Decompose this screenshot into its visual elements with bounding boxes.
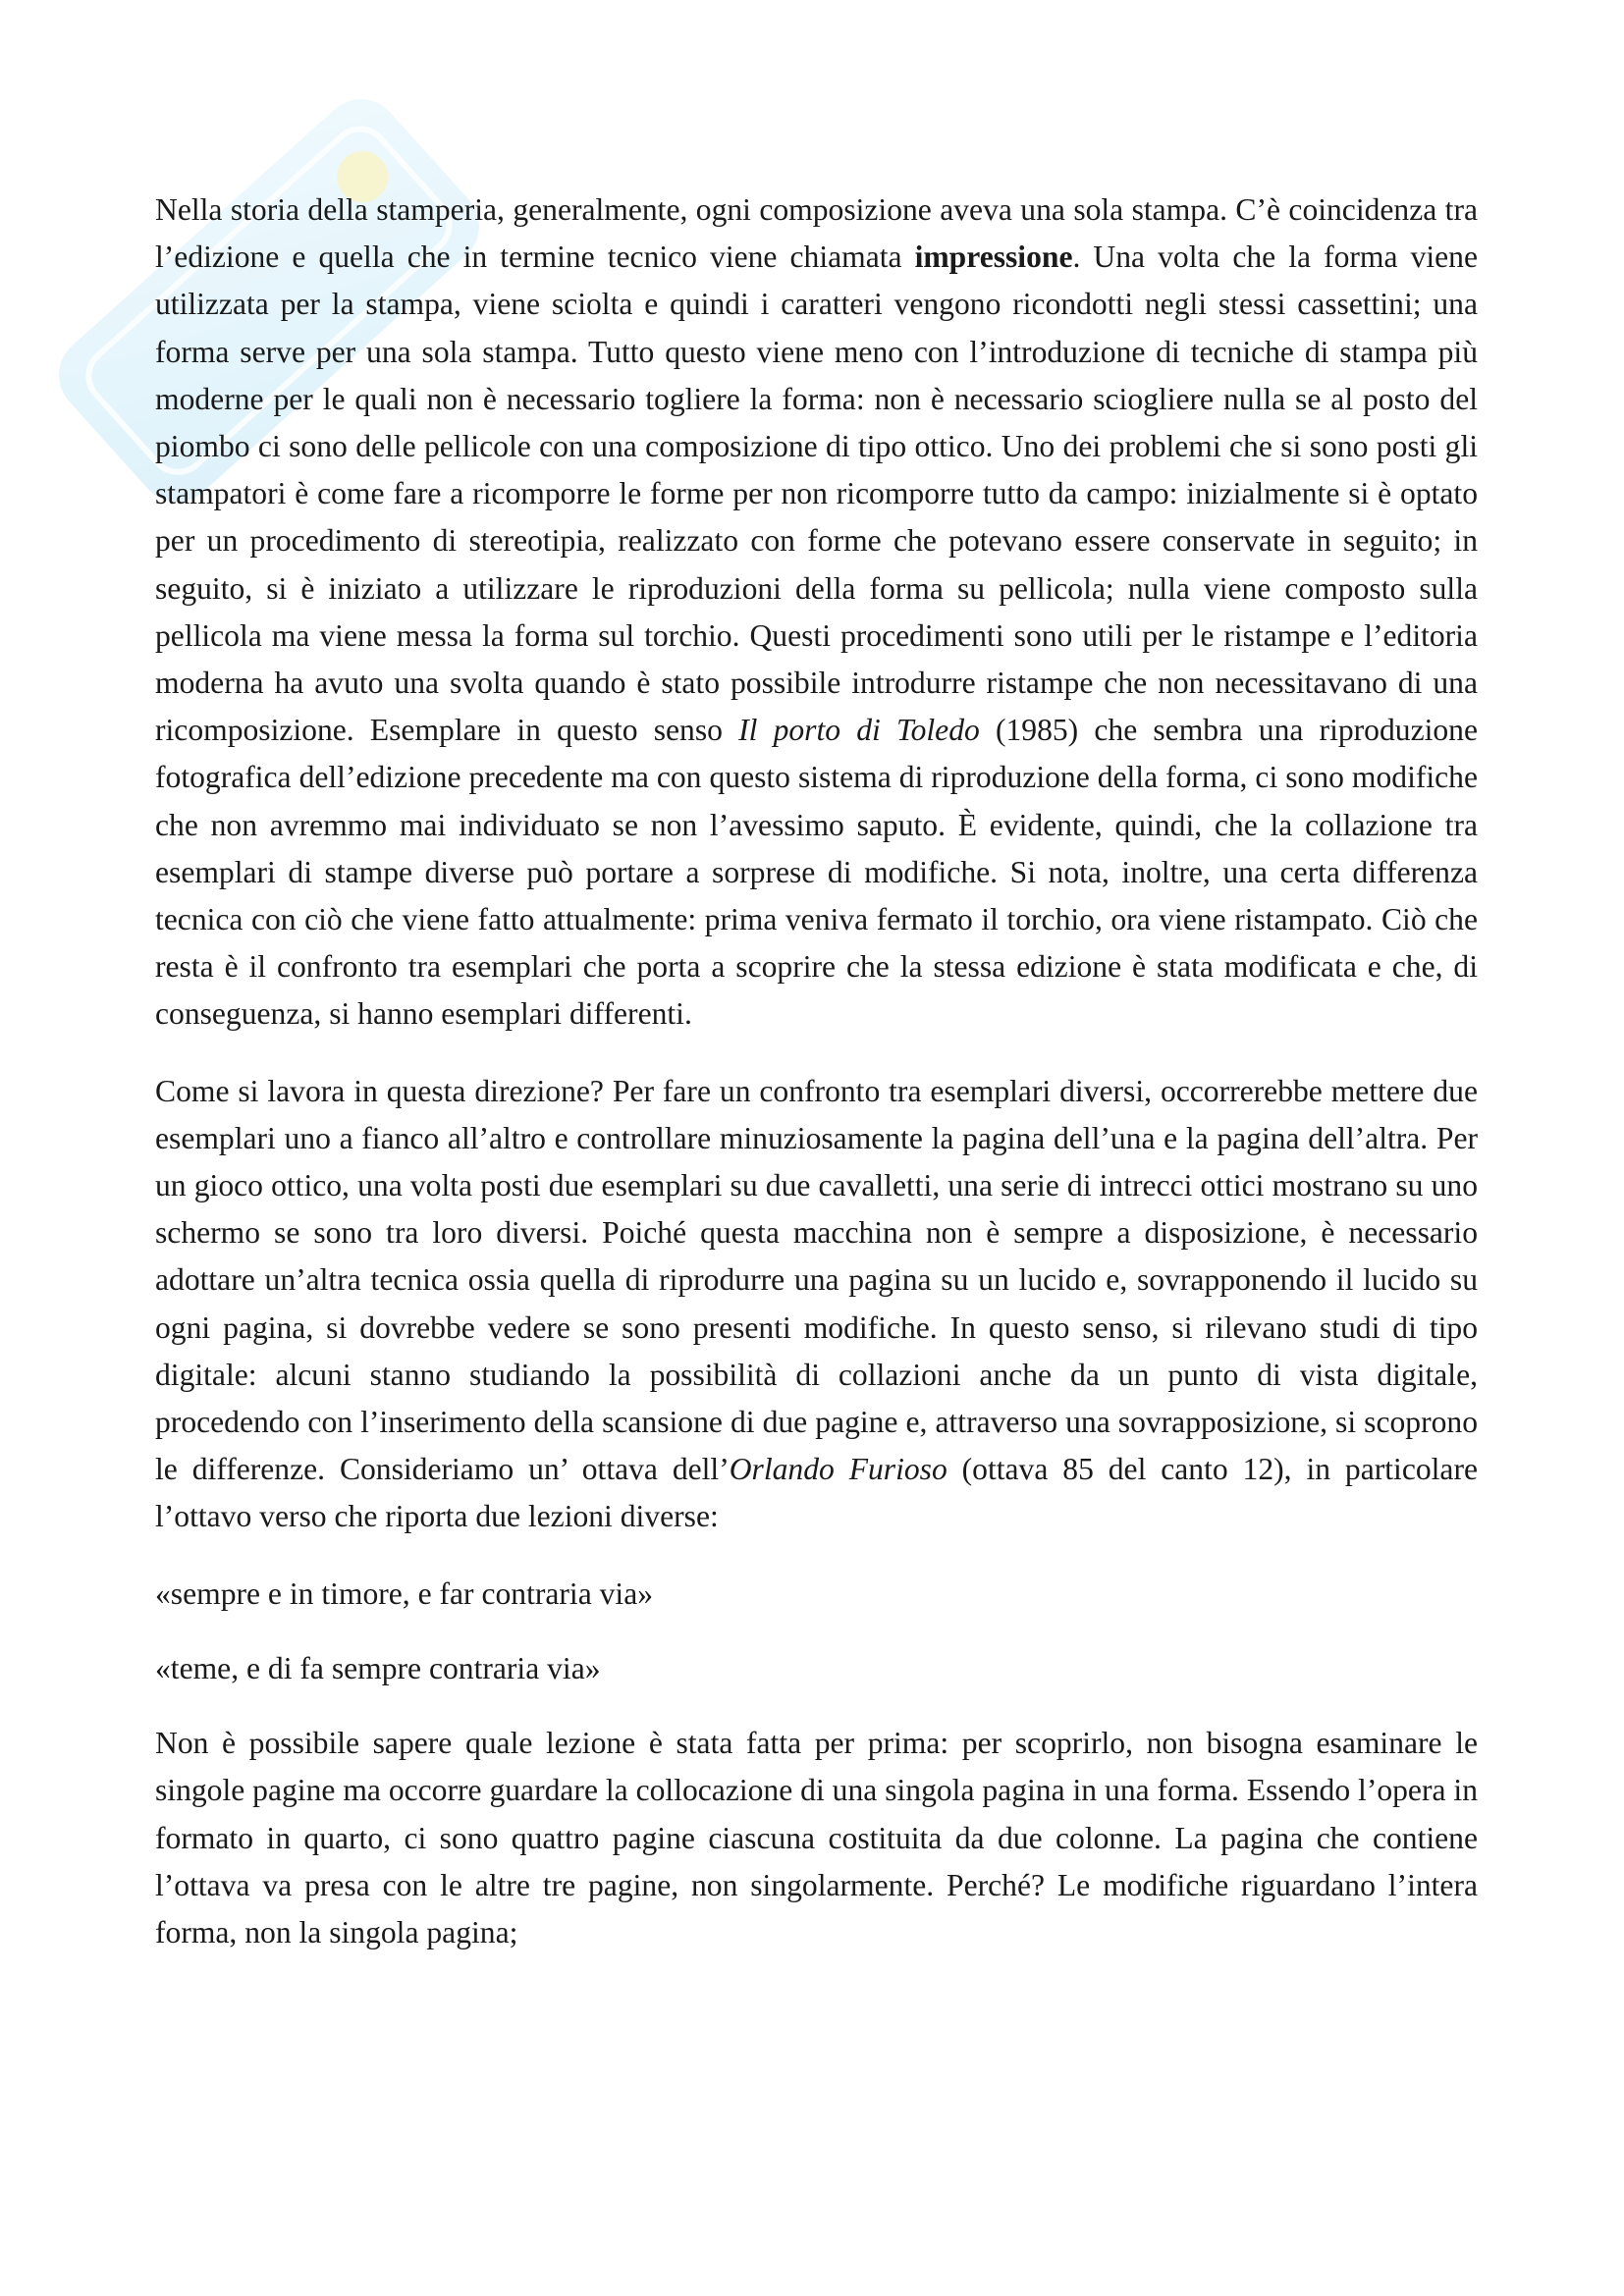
paragraph-1	[155, 187, 1478, 1039]
document-page	[155, 187, 1478, 1986]
paragraph-2-run-1: Come si lavora in questa direzione? Per fare un confronto tra esemplari diversi, occorrerebbe mettere due esemplari uno a fianco all’altro e controllare minuziosamente la pagina dell’una e la pagina dell’altra. Per un gioco ottico, una volta posti due esemplari su due cavalletti, una serie di intrecci ottici mostrano su uno schermo se sono tra loro diversi. Poiché questa macchina non è sempre a disposizione, è necessario adottare un’altra tecnica ossia quella di riprodurre una pagina su un lucido e, sovrapponendo il lucido su ogni pagina, si dovrebbe vedere se sono presenti modifiche. In questo senso, si rilevano studi di tipo digitale: alcuni stanno studiando la possibilità di collazioni anche da un punto di vista digitale, procedendo con l’inserimento della scansione di due pagine e, attraverso una sovrapposizione, si scoprono le differenze. Consideriamo un’ ottava dell’	[155, 1073, 1478, 1487]
term-impressione: impressione	[914, 240, 1073, 275]
title-orlando-furioso: Orlando Furioso	[729, 1452, 947, 1487]
quote-lezione-2	[155, 1645, 1478, 1692]
title-il-porto-di-toledo: Il porto di Toledo	[738, 713, 980, 748]
quote-lezione-1-text: «sempre e in timore, e far contraria via»	[155, 1575, 654, 1611]
paragraph-1-run-3: . Una volta che la forma viene utilizzata per la stampa, viene sciolta e quindi i caratteri vengono ricondotti negli stessi cassettini; una forma serve per una sola stampa. Tutto questo viene meno con l’introduzione di tecniche di stampa più moderne per le quali non è necessario togliere la forma: non è necessario sciogliere nulla se al posto del piombo ci sono delle pellicole con una composizione di tipo ottico. Uno dei problemi che si sono posti gli stampatori è come fare a ricomporre le forme per non ricomporre tutto da campo: inizialmente si è optato per un procedimento di stereotipia, realizzato con forme che potevano essere conservate in seguito; in seguito, si è iniziato a utilizzare le riproduzioni della forma su pellicola; nulla viene composto sulla pellicola ma viene messa la forma sul torchio. Questi procedimenti sono utili per le ristampe e l’editoria moderna ha avuto una svolta quando è stato possibile introdurre ristampe che non necessitavano di una ricomposizione. Esemplare in questo senso	[155, 240, 1479, 748]
paragraph-3-run-1: Non è possibile sapere quale lezione è stata fatta per prima: per scoprirlo, non bisogna esaminare le singole pagine ma occorre guardare la collocazione di una singola pagina in una forma. Essendo l’opera in formato in quarto, ci sono quattro pagine ciascuna costituita da due colonne. La pagina che contiene l’ottava va presa con le altre tre pagine, non singolarmente. Perché? Le modifiche riguardano l’intera forma, non la singola pagina;	[155, 1726, 1478, 1949]
paragraph-1-run-5: (1985) che sembra una riproduzione fotografica dell’edizione precedente ma con questo sistema di riproduzione della forma, ci sono modifiche che non avremmo mai individuato se non l’avessimo saputo. È evidente, quindi, che la collazione tra esemplari di stampe diverse può portare a sorprese di modifiche. Si nota, inoltre, una certa differenza tecnica con ciò che viene fatto attualmente: prima veniva fermato il torchio, ora viene ristampato. Ciò che resta è il confronto tra esemplari che porta a scoprire che la stessa edizione è stata modificata e che, di conseguenza, si hanno esemplari differenti.	[155, 713, 1478, 1032]
paragraph-2	[155, 1068, 1478, 1541]
paragraph-2-run-3: (ottava 85 del canto 12), in particolare l’ottavo verso che riporta due lezioni diverse:	[155, 1452, 1478, 1534]
quote-lezione-2-text: «teme, e di fa sempre contraria via»	[155, 1650, 601, 1685]
paragraph-1-run-1: Nella storia della stamperia, generalmente, ogni composizione aveva una sola stampa. C’è coincidenza tra l’edizione e quella che in termine tecnico viene chiamata	[155, 192, 1478, 275]
paragraph-3	[155, 1720, 1478, 1956]
quote-lezione-1	[155, 1571, 1478, 1618]
